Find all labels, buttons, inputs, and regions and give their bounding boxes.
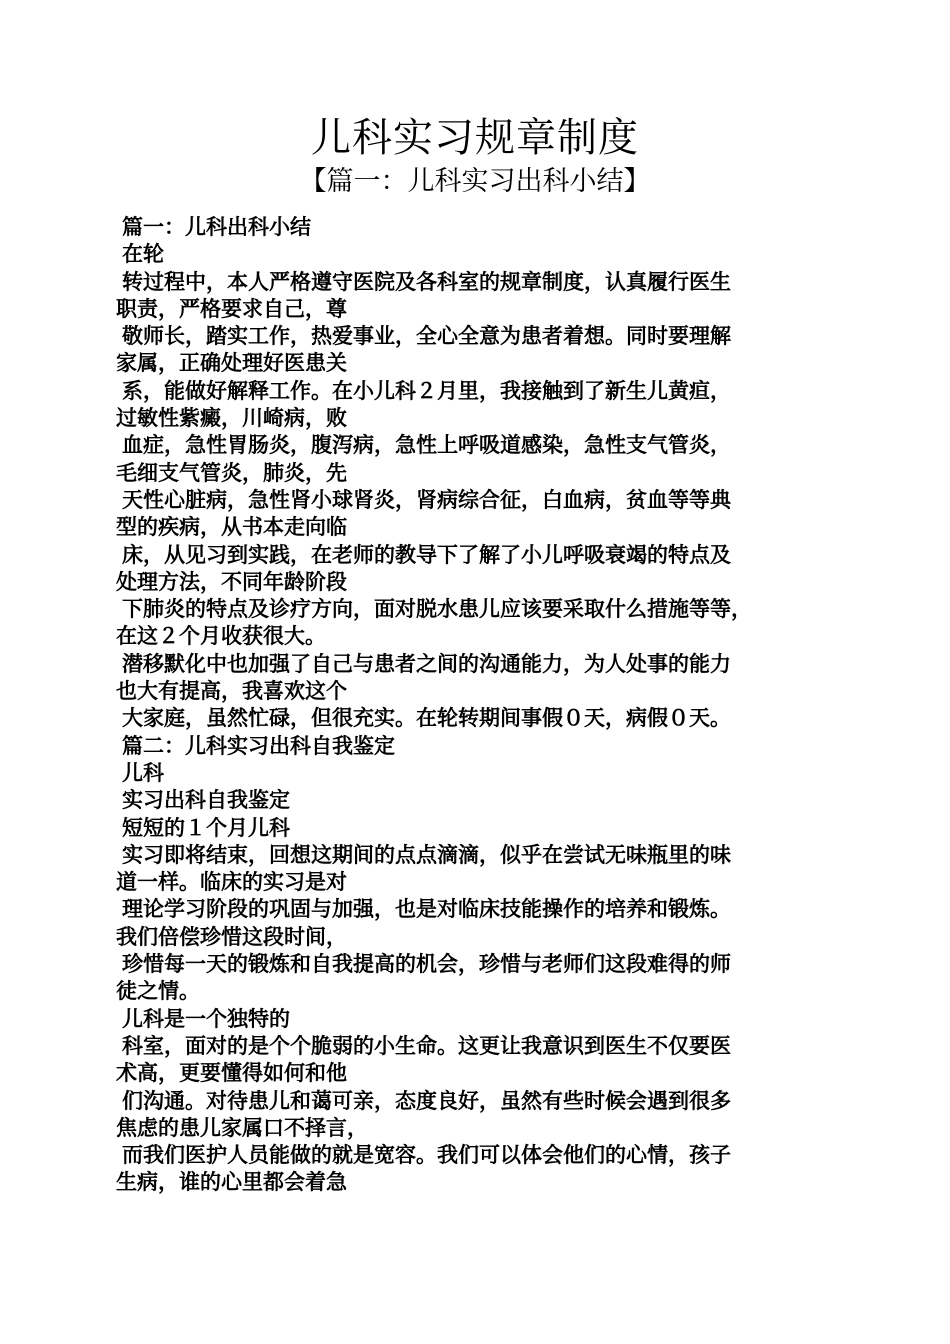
text-line: 短短的１个月儿科 — [122, 815, 290, 840]
text-line: 在轮 — [122, 242, 164, 267]
text-line: 型的疾病，从书本走向临 — [116, 515, 347, 540]
text-line: 篇一：儿科出科小结 — [122, 215, 311, 239]
text-line: 也大有提高，我喜欢这个 — [116, 679, 347, 704]
text-line: 们沟通。对待患儿和蔼可亲，态度良好，虽然有些时候会遇到很多 — [122, 1088, 731, 1113]
text-line: 徒之情。 — [116, 979, 200, 1004]
text-line: 处理方法，不同年龄阶段 — [116, 569, 347, 594]
text-line: 篇二：儿科实习出科自我鉴定 — [122, 733, 395, 758]
text-line: 血症，急性胃肠炎，腹泻病，急性上呼吸道感染，急性支气管炎， — [122, 433, 731, 458]
text-line: 术高，更要懂得如何和他 — [116, 1061, 347, 1086]
text-line: 天性心脏病，急性肾小球肾炎，肾病综合征，白血病，贫血等等典 — [122, 487, 731, 512]
text-line: 我们倍偿珍惜这段时间， — [116, 924, 347, 949]
text-line: 下肺炎的特点及诊疗方向，面对脱水患儿应该要采取什么措施等等， — [122, 597, 752, 622]
text-line: 家属，正确处理好医患关 — [116, 351, 347, 376]
text-line: 在这２个月收获很大。 — [116, 624, 326, 649]
text-line: 转过程中，本人严格遵守医院及各科室的规章制度，认真履行医生 — [122, 269, 731, 294]
text-line: 过敏性紫癜，川崎病，败 — [116, 406, 347, 431]
text-line: 道一样。临床的实习是对 — [116, 870, 347, 895]
text-line: 潜移默化中也加强了自己与患者之间的沟通能力，为人处事的能力 — [122, 651, 731, 676]
text-line: 系，能做好解释工作。在小儿科２月里，我接触到了新生儿黄疸， — [122, 378, 731, 403]
document-subtitle: 【篇一：儿科实习出科小结】 — [299, 166, 651, 197]
text-line: 床，从见习到实践，在老师的教导下了解了小儿呼吸衰竭的特点及 — [122, 542, 731, 567]
document-title: 儿科实习规章制度 — [311, 115, 639, 161]
text-line: 大家庭，虽然忙碌，但很充实。在轮转期间事假０天，病假０天。 — [122, 706, 731, 731]
text-line: 职责，严格要求自己，尊 — [116, 296, 347, 321]
text-line: 科室，面对的是个个脆弱的小生命。这更让我意识到医生不仅要医 — [122, 1033, 731, 1058]
text-line: 而我们医护人员能做的就是宽容。我们可以体会他们的心情，孩子 — [122, 1143, 731, 1168]
document-body — [116, 214, 828, 1197]
text-line: 焦虑的患儿家属口不择言， — [116, 1115, 368, 1140]
text-line: 生病，谁的心里都会着急 — [116, 1170, 347, 1195]
text-line: 实习即将结束，回想这期间的点点滴滴，似乎在尝试无味瓶里的味 — [122, 842, 731, 867]
text-line: 敬师长，踏实工作，热爱事业，全心全意为患者着想。同时要理解 — [122, 324, 731, 349]
text-line: 毛细支气管炎，肺炎，先 — [116, 460, 347, 485]
text-line: 珍惜每一天的锻炼和自我提高的机会，珍惜与老师们这段难得的师 — [122, 952, 731, 977]
text-line: 实习出科自我鉴定 — [122, 788, 290, 813]
text-line: 儿科 — [122, 760, 164, 785]
text-line: 理论学习阶段的巩固与加强，也是对临床技能操作的培养和锻炼。 — [122, 897, 731, 922]
text-line: 儿科是一个独特的 — [122, 1006, 290, 1031]
